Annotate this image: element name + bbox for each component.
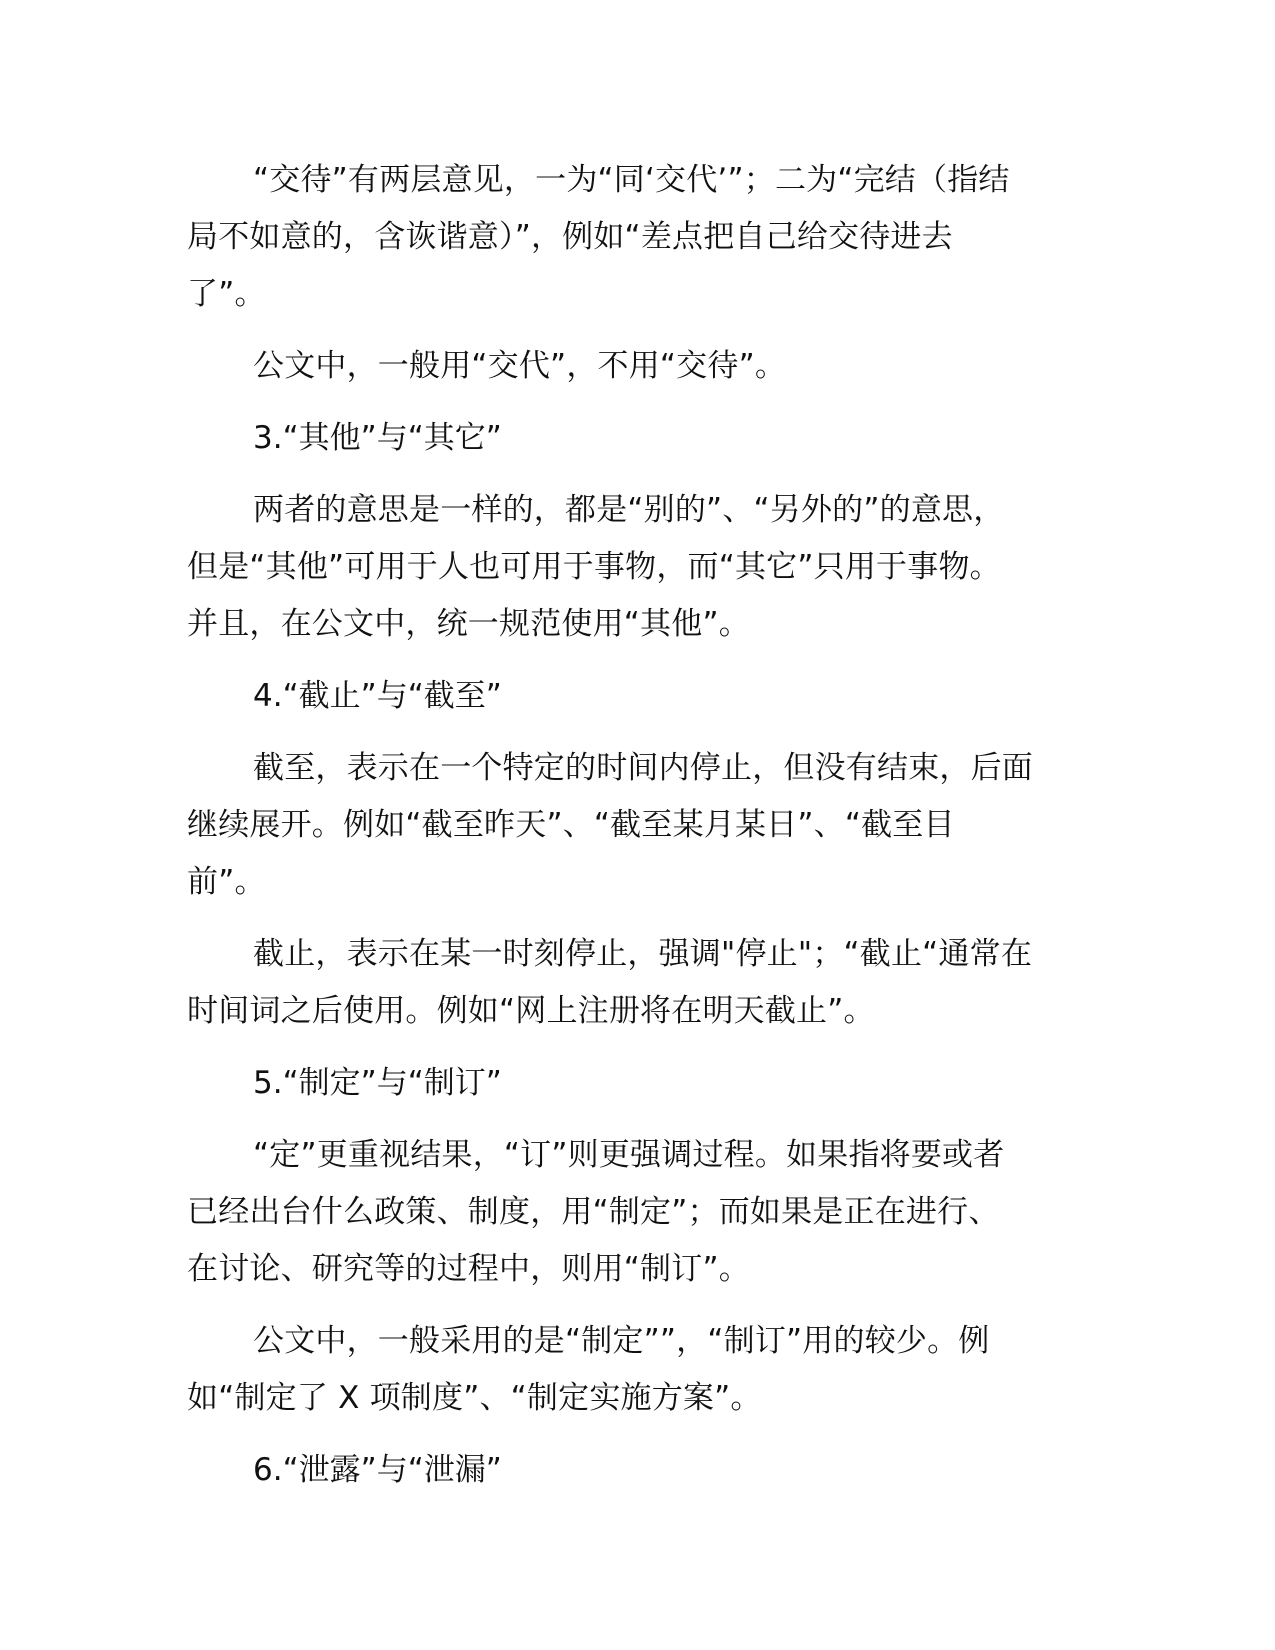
- text-line: 继续展开。例如“截至昨天”、“截至某月某日”、“截至目: [187, 807, 955, 843]
- text-line: 公文中，一般采用的是“制定””，“制订”用的较少。例: [253, 1323, 990, 1359]
- text-line: 但是“其他”可用于人也可用于事物，而“其它”只用于事物。: [187, 549, 1001, 585]
- paragraph-jiaodai-usage: [187, 338, 1092, 395]
- paragraph-jiaodai-meaning: [187, 152, 1092, 323]
- text-line: 已经出台什么政策、制度，用“制定”；而如果是正在进行、: [187, 1194, 1000, 1230]
- text-line: 了”。: [187, 276, 266, 312]
- paragraph-zhiding: [187, 1127, 1092, 1298]
- section-heading-4: 4.“截止”与“截至”: [253, 678, 502, 714]
- document-body: [187, 152, 1092, 1514]
- section-heading-5: 5.“制定”与“制订”: [253, 1065, 502, 1101]
- text-line: “定”更重视结果，“订”则更强调过程。如果指将要或者: [253, 1137, 1005, 1173]
- paragraph-jiezhi-stop: [187, 926, 1092, 1040]
- text-line: 截至，表示在一个特定的时间内停止，但没有结束，后面: [253, 750, 1033, 786]
- text-line: 时间词之后使用。例如“网上注册将在明天截止”。: [187, 993, 875, 1029]
- paragraph-zhiding-usage: [187, 1313, 1092, 1427]
- text-line: 前”。: [187, 864, 266, 900]
- text-line: 截止，表示在某一时刻停止，强调"停止"；“截止“通常在: [253, 936, 1033, 972]
- paragraph-qita: [187, 482, 1092, 653]
- text-line: 局不如意的，含诙谐意）”，例如“差点把自己给交待进去: [187, 219, 953, 255]
- text-line: 公文中，一般用“交代”，不用“交待”。: [253, 348, 787, 384]
- text-line: 两者的意思是一样的，都是“别的”、“另外的”的意思，: [253, 492, 1005, 528]
- section-heading-3: 3.“其他”与“其它”: [253, 420, 502, 456]
- paragraph-jiezhi-zhi: [187, 740, 1092, 911]
- text-line: 在讨论、研究等的过程中，则用“制订”。: [187, 1251, 750, 1287]
- text-line: 并且，在公文中，统一规范使用“其他”。: [187, 606, 750, 642]
- section-heading-6: 6.“泄露”与“泄漏”: [253, 1452, 502, 1488]
- text-line: 如“制定了 X 项制度”、“制定实施方案”。: [187, 1380, 762, 1416]
- text-line: “交待”有两层意见，一为“同‘交代’”；二为“完结（指结: [253, 162, 1010, 198]
